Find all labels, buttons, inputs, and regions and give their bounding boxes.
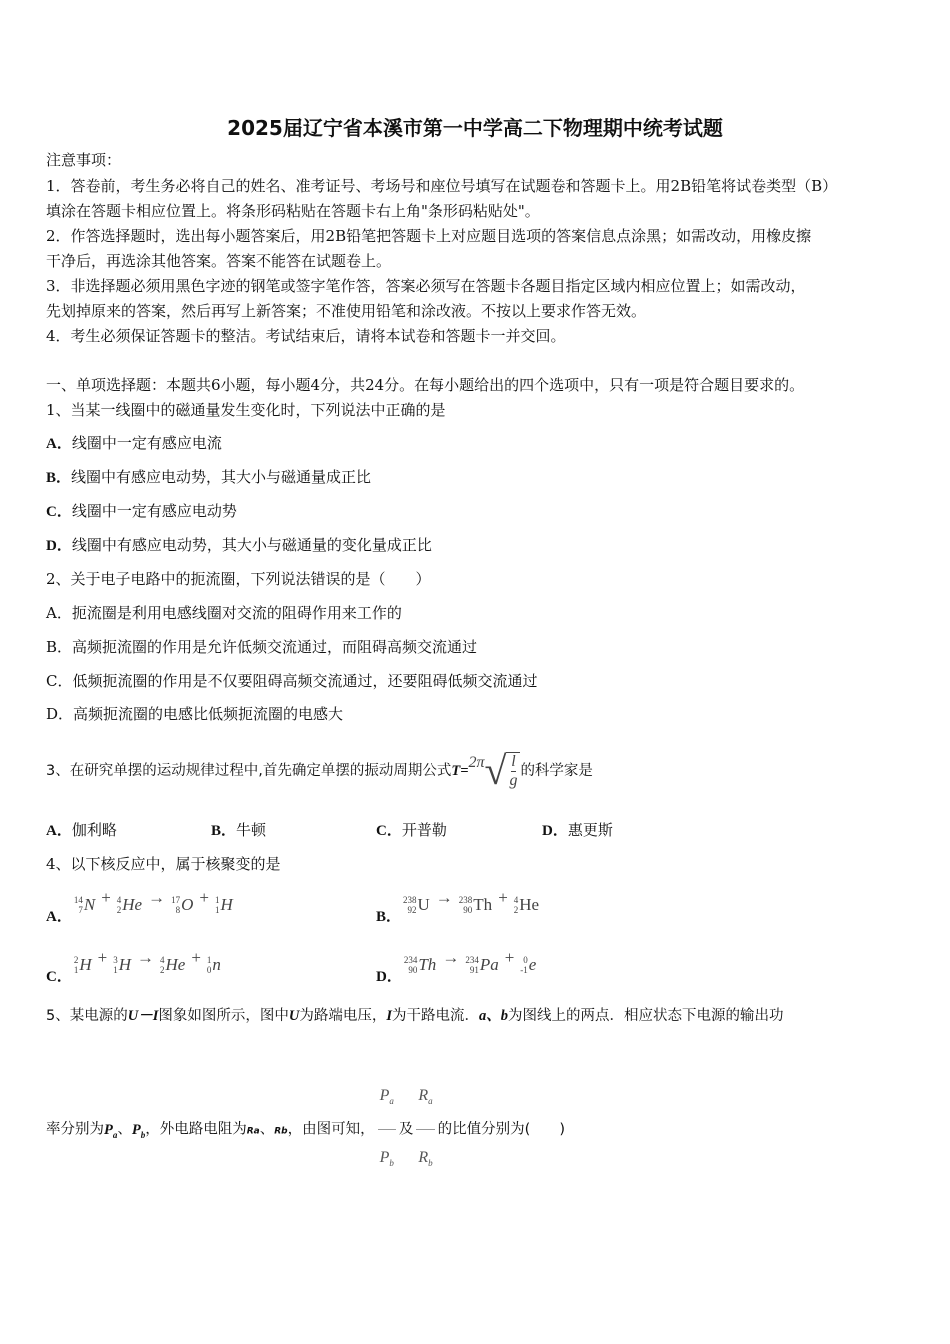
q2-option-d: D．高频扼流圈的电感比低频扼流圈的电感大 bbox=[46, 705, 344, 723]
q3-option-c bbox=[376, 820, 447, 841]
plus-sign: + bbox=[97, 948, 108, 967]
nuclear-equation bbox=[402, 948, 539, 975]
nuclide bbox=[117, 895, 142, 915]
nuclear-equation bbox=[72, 948, 223, 975]
formula-T: T= bbox=[451, 763, 469, 779]
plus-sign: + bbox=[101, 888, 111, 907]
atomic-number: 2 bbox=[116, 905, 122, 915]
notice-line: 1．答卷前，考生务必将自己的姓名、准考证号、考场号和座位号填写在试题卷和答题卡上。用2B铅笔将试卷类型（B） bbox=[46, 177, 838, 195]
nuclide-indices bbox=[403, 895, 417, 915]
nuclide-indices bbox=[113, 955, 118, 975]
option-label: B． bbox=[211, 823, 237, 839]
option-text: 线圈中有感应电动势，其大小与磁通量成正比 bbox=[71, 468, 372, 486]
mass-number: 3 bbox=[113, 955, 118, 965]
separator: 、 bbox=[117, 1121, 132, 1138]
pendulum-period-formula bbox=[468, 748, 520, 793]
atomic-number: 8 bbox=[175, 905, 181, 915]
denominator bbox=[380, 1130, 394, 1191]
element-symbol: He bbox=[519, 895, 540, 914]
mass-number: 2 bbox=[73, 955, 79, 965]
notice-line: 3．非选择题必须用黑色字迹的钢笔或签字笔作答，答案必须写在答题卡各题目指定区域内相应位置上；如需改动， bbox=[46, 277, 806, 295]
symbol: P bbox=[104, 1121, 113, 1138]
option-label: A． bbox=[46, 823, 72, 839]
notice-line: 4．考生必须保证答题卡的整洁。考试结束后，请将本试卷和答题卡一并交回。 bbox=[46, 327, 566, 345]
symbol: P bbox=[379, 1149, 390, 1167]
element-symbol: O bbox=[181, 895, 194, 914]
question-1-stem: 1、当某一线圈中的磁通量发生变化时，下列说法中正确的是 bbox=[46, 401, 446, 419]
atomic-number: -1 bbox=[520, 965, 528, 975]
denominator bbox=[418, 1130, 432, 1191]
nuclide bbox=[160, 955, 185, 975]
fraction-ra-rb bbox=[416, 1068, 434, 1191]
element-symbol: H bbox=[220, 895, 233, 914]
numerator bbox=[416, 1068, 434, 1130]
nuclide bbox=[74, 955, 92, 975]
separator: 、 bbox=[259, 1121, 275, 1138]
nuclide-indices bbox=[459, 895, 473, 915]
formula-fraction bbox=[506, 752, 520, 790]
option-text: 开普勒 bbox=[401, 821, 447, 839]
mass-number: 4 bbox=[116, 895, 122, 905]
q1-option-c bbox=[46, 501, 237, 522]
nuclide-indices bbox=[215, 895, 220, 915]
q1-option-d bbox=[46, 535, 432, 556]
nuclide-indices bbox=[74, 955, 79, 975]
option-label: C． bbox=[376, 823, 402, 839]
nuclide bbox=[459, 895, 492, 915]
element-symbol: Th bbox=[473, 895, 493, 914]
nuclide-indices bbox=[514, 895, 519, 915]
mass-number: 1 bbox=[214, 895, 220, 905]
nuclide-indices bbox=[465, 955, 479, 975]
option-label: B． bbox=[376, 909, 402, 925]
option-label: D． bbox=[46, 538, 72, 554]
subscript: a bbox=[428, 1096, 433, 1107]
element-symbol: H bbox=[118, 955, 131, 974]
element-symbol: He bbox=[122, 895, 143, 914]
subscript: a bbox=[389, 1096, 394, 1107]
atomic-number: 2 bbox=[160, 965, 165, 975]
var-u-i: U－I bbox=[127, 1008, 159, 1024]
nuclide bbox=[403, 895, 430, 915]
plus-sign: + bbox=[504, 948, 515, 967]
mass-number: 1 bbox=[206, 955, 212, 965]
q3-option-d bbox=[542, 820, 613, 841]
mass-number: 0 bbox=[523, 955, 528, 965]
element-symbol: H bbox=[79, 955, 92, 974]
atomic-number: 1 bbox=[113, 965, 118, 975]
reaction-arrow: → bbox=[137, 948, 154, 967]
notice-line: 填涂在答题卡相应位置上。将条形码粘贴在答题卡右上角"条形码粘贴处"。 bbox=[46, 202, 540, 220]
var-u: U bbox=[288, 1008, 300, 1024]
question-3-stem bbox=[46, 744, 593, 798]
element-symbol: U bbox=[417, 895, 430, 914]
atomic-number: 2 bbox=[513, 905, 519, 915]
element-symbol: Pa bbox=[479, 955, 499, 974]
numerator bbox=[378, 1068, 396, 1130]
option-label: A． bbox=[46, 436, 72, 452]
atomic-number: 0 bbox=[206, 965, 212, 975]
option-label: C． bbox=[46, 969, 72, 985]
nuclide bbox=[74, 895, 95, 915]
page-title: 2025届辽宁省本溪市第一中学高二下物理期中统考试题 bbox=[227, 116, 723, 140]
mass-number: 238 bbox=[403, 895, 417, 905]
stem-text: 为路端电压， bbox=[299, 1008, 387, 1024]
nuclide-indices bbox=[117, 895, 122, 915]
mass-number: 238 bbox=[458, 895, 473, 905]
symbol: P bbox=[379, 1087, 390, 1104]
nuclide-indices bbox=[74, 895, 83, 915]
subscript: a bbox=[112, 1129, 118, 1140]
section-heading: 一、单项选择题：本题共6小题，每小题4分，共24分。在每小题给出的四个选项中，只有一项是符合题目要求的。 bbox=[46, 376, 805, 394]
q4-option-d bbox=[376, 948, 538, 985]
mass-number: 4 bbox=[160, 955, 165, 965]
notice-line: 先划掉原来的答案，然后再写上新答案；不准使用铅笔和涂改液。不按以上要求作答无效。 bbox=[46, 302, 647, 320]
stem-text: 图象如图所示，图中 bbox=[158, 1008, 289, 1024]
stem-text: 的比值分别为( ) bbox=[437, 1121, 565, 1138]
plus-sign: + bbox=[191, 948, 201, 967]
symbol: R bbox=[418, 1087, 429, 1104]
nuclide bbox=[215, 895, 233, 915]
atomic-number: 92 bbox=[407, 905, 417, 915]
q2-option-c: C．低频扼流圈的作用是不仅要阻碍高频交流通过，还要阻碍低频交流通过 bbox=[46, 672, 538, 690]
q1-option-b bbox=[46, 467, 371, 488]
nuclide bbox=[171, 895, 193, 915]
stem-text: 及 bbox=[398, 1121, 414, 1138]
question-5-line-2 bbox=[46, 1068, 565, 1191]
question-5-line-1 bbox=[46, 1006, 784, 1026]
nuclide bbox=[465, 955, 498, 975]
mass-number: 234 bbox=[403, 955, 418, 965]
stem-text: ，外电路电阻为 bbox=[145, 1121, 247, 1138]
var-pa bbox=[104, 1122, 117, 1138]
nuclide bbox=[113, 955, 131, 975]
option-label: C． bbox=[46, 504, 72, 520]
sqrt-sign: √ bbox=[484, 748, 507, 793]
option-text: 牛顿 bbox=[236, 821, 267, 839]
subscript: b bbox=[389, 1158, 394, 1169]
element-symbol: He bbox=[165, 955, 186, 974]
atomic-number: 90 bbox=[463, 905, 473, 915]
atomic-number: 91 bbox=[469, 965, 479, 975]
option-text: 线圈中一定有感应电动势 bbox=[71, 502, 237, 520]
nuclide bbox=[520, 955, 536, 975]
stem-text: 5、某电源的 bbox=[46, 1008, 128, 1024]
subscript: b bbox=[140, 1129, 146, 1140]
symbol: P bbox=[131, 1121, 141, 1138]
stem-text: ，由图可知， bbox=[287, 1121, 375, 1138]
reaction-arrow: → bbox=[148, 888, 166, 907]
element-symbol: N bbox=[83, 895, 96, 914]
element-symbol: n bbox=[212, 955, 221, 974]
nuclide-indices bbox=[207, 955, 212, 975]
option-text: 线圈中一定有感应电流 bbox=[71, 434, 222, 452]
reaction-arrow: → bbox=[442, 948, 460, 967]
option-text: 惠更斯 bbox=[567, 821, 613, 839]
var-rb: Rb bbox=[274, 1126, 288, 1137]
q4-option-c bbox=[46, 948, 223, 985]
option-label: D． bbox=[376, 969, 402, 985]
stem-text: 3、在研究单摆的运动规律过程中,首先确定单摆的振动周期公式 bbox=[46, 763, 452, 779]
nuclide-indices bbox=[171, 895, 180, 915]
formula-coef: 2π bbox=[468, 754, 485, 771]
option-text: 线圈中有感应电动势，其大小与磁通量的变化量成正比 bbox=[71, 536, 432, 554]
nuclear-equation bbox=[401, 888, 541, 915]
nuclide-indices bbox=[520, 955, 528, 975]
formula-denominator: g bbox=[509, 772, 518, 789]
nuclide bbox=[404, 955, 436, 975]
mass-number: 234 bbox=[465, 955, 479, 965]
question-2-stem: 2、关于电子电路中的扼流圈，下列说法错误的是（ ） bbox=[46, 570, 431, 588]
notice-heading: 注意事项： bbox=[46, 151, 122, 169]
q3-option-b bbox=[211, 820, 266, 841]
symbol: R bbox=[418, 1149, 429, 1167]
stem-text: 为干路电流． bbox=[392, 1008, 479, 1024]
option-label: D． bbox=[542, 823, 568, 839]
subscript: b bbox=[428, 1158, 433, 1169]
stem-text: 率分别为 bbox=[46, 1121, 104, 1138]
notice-line: 2．作答选择题时，选出每小题答案后，用2B铅笔把答题卡上对应题目选项的答案信息点涂黑；如需改动，用橡皮擦 bbox=[46, 227, 812, 245]
notice-line: 干净后，再选涂其他答案。答案不能答在试题卷上。 bbox=[46, 252, 392, 270]
q4-option-b bbox=[376, 888, 541, 925]
mass-number: 14 bbox=[73, 895, 83, 905]
nuclide-indices bbox=[160, 955, 165, 975]
nuclide bbox=[514, 895, 539, 915]
atomic-number: 1 bbox=[73, 965, 79, 975]
mass-number: 4 bbox=[513, 895, 519, 905]
mass-number: 17 bbox=[171, 895, 181, 905]
nuclear-equation bbox=[72, 888, 235, 915]
stem-text: 为图线上的两点．相应状态下电源的输出功 bbox=[508, 1008, 784, 1024]
plus-sign: + bbox=[199, 888, 209, 907]
element-symbol: Th bbox=[418, 955, 437, 974]
atomic-number: 90 bbox=[408, 965, 418, 975]
reaction-arrow: → bbox=[435, 888, 453, 907]
option-label: A． bbox=[46, 909, 72, 925]
option-label: B． bbox=[46, 470, 72, 486]
q4-option-a bbox=[46, 888, 235, 925]
atomic-number: 7 bbox=[78, 905, 83, 915]
var-pb bbox=[132, 1122, 145, 1138]
option-text: 伽利略 bbox=[71, 821, 117, 839]
q2-option-b: B．高频扼流圈的作用是允许低频交流通过，而阻碍高频交流通过 bbox=[46, 638, 478, 656]
var-i: I bbox=[386, 1008, 392, 1024]
q1-option-a bbox=[46, 433, 222, 454]
q2-option-a: A．扼流圈是利用电感线圈对交流的阻碍作用来工作的 bbox=[46, 604, 402, 622]
q3-option-a bbox=[46, 820, 117, 841]
fraction-pa-pb bbox=[378, 1068, 396, 1191]
var-ra: Ra bbox=[246, 1126, 260, 1137]
formula-numerator: l bbox=[511, 753, 516, 770]
nuclide-indices bbox=[404, 955, 418, 975]
var-ab: a、b bbox=[479, 1008, 508, 1024]
question-4-stem: 4、以下核反应中，属于核聚变的是 bbox=[46, 855, 281, 873]
stem-text: 的科学家是 bbox=[520, 763, 593, 779]
element-symbol: e bbox=[528, 955, 537, 974]
plus-sign: + bbox=[498, 888, 508, 907]
nuclide bbox=[207, 955, 221, 975]
atomic-number: 1 bbox=[214, 905, 220, 915]
